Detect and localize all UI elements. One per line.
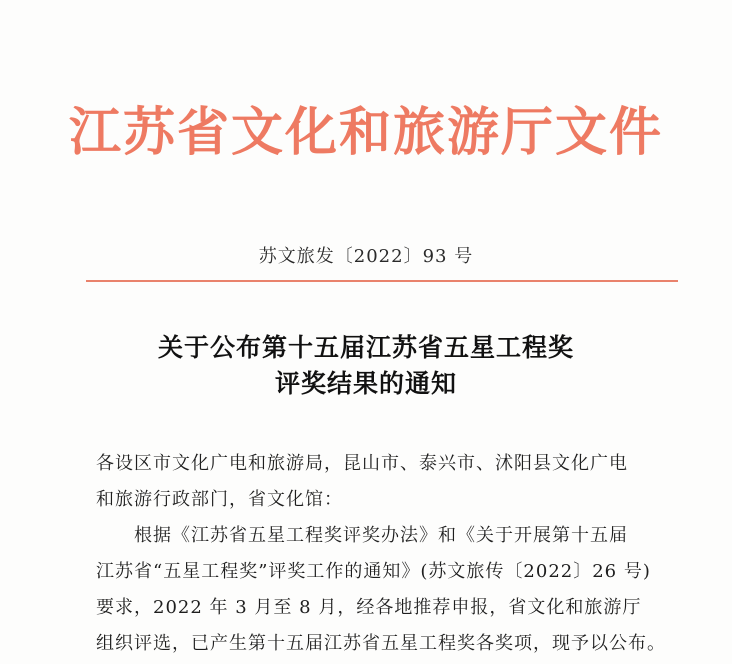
notice-title	[0, 330, 732, 402]
notice-body	[96, 446, 680, 662]
notice-title-line: 评奖结果的通知	[274, 369, 457, 398]
red-divider-line	[86, 280, 678, 282]
body-line: 江苏省“五星工程奖”评奖工作的通知》(苏文旅传〔2022〕26 号)	[96, 561, 651, 582]
body-line: 和旅游行政部门，省文化馆：	[96, 489, 343, 510]
notice-title-line: 关于公布第十五届江苏省五星工程奖	[157, 333, 574, 362]
body-line: 组织评选，已产生第十五届江苏省五星工程奖各奖项，现予以公布。	[96, 633, 666, 654]
body-line: 根据《江苏省五星工程奖评奖办法》和《关于开展第十五届	[134, 525, 628, 546]
document-number: 苏文旅发〔2022〕93 号	[258, 246, 474, 267]
issuing-authority-header: 江苏省文化和旅游厅文件	[68, 103, 663, 163]
body-line: 要求，2022 年 3 月至 8 月，经各地推荐申报，省文化和旅游厅	[96, 597, 642, 618]
body-line: 各设区市文化广电和旅游局，昆山市、泰兴市、沭阳县文化广电	[96, 453, 628, 474]
